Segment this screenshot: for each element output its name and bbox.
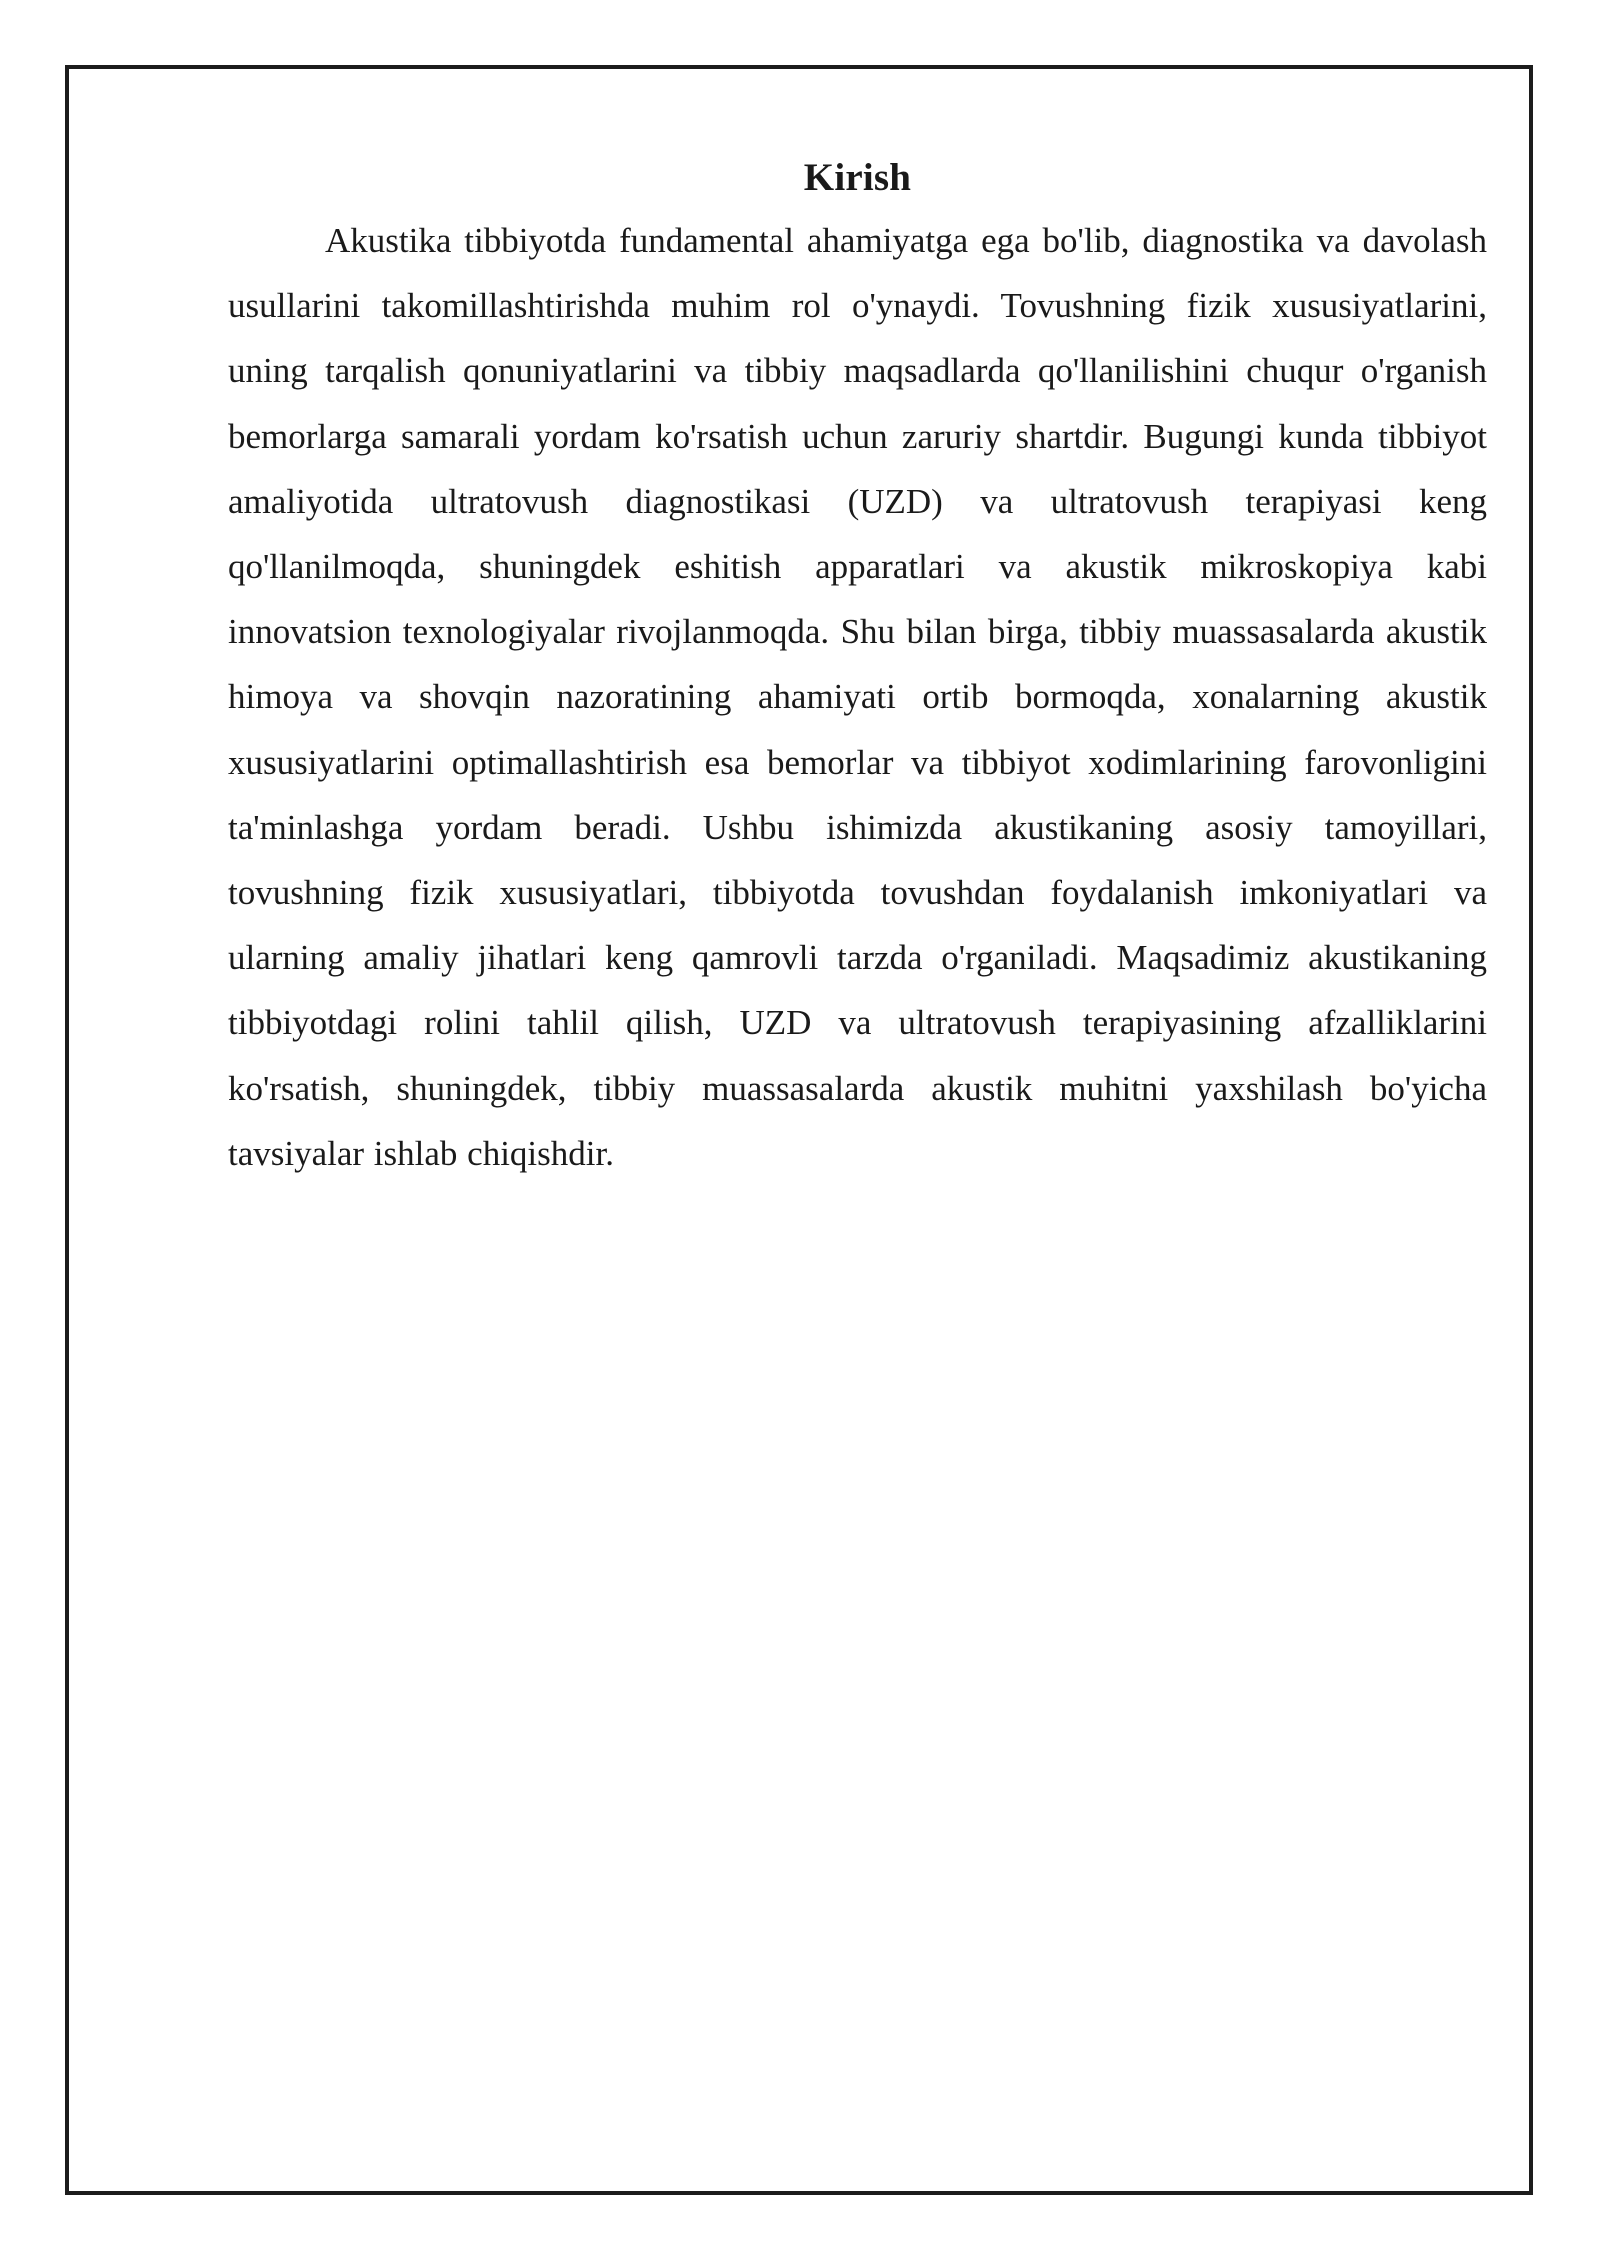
introduction-paragraph: Akustika tibbiyotda fundamental ahamiyatga ega bo'lib, diagnostika va davolash usullarini takomillashtirishda muhim rol o'ynaydi. Tovushning fizik xususiyatlarini, uning tarqalish qonuniyatlarini va tibbiy maqsadlarda qo'llanilishini chuqur o'rganish bemorlarga samarali yordam ko'rsatish uchun zaruriy shartdir. Bugungi kunda tibbiyot amaliyotida ultratovush diagnostikasi (UZD) va ultratovush terapiyasi keng qo'llanilmoqda, shuningdek eshitish apparatlari va akustik mikroskopiya kabi innovatsion texnologiyalar rivojlanmoqda. Shu bilan birga, tibbiy muassasalarda akustik himoya va shovqin nazoratining ahamiyati ortib bormoqda, xonalarning akustik xususiyatlarini optimallashtirish esa bemorlar va tibbiyot xodimlarining farovonligini ta'minlashga yordam beradi. Ushbu ishimizda akustikaning asosiy tamoyillari, tovushning fizik xususiyatlari, tibbiyotda tovushdan foydalanish imkoniyatlari va ularning amaliy jihatlari keng qamrovli tarzda o'rganiladi. Maqsadimiz akustikaning tibbiyotdagi rolini tahlil qilish, UZD va ultratovush terapiyasining afzalliklarini ko'rsatish, shuningdek, tibbiy muassasalarda akustik muhitni yaxshilash bo'yicha tavsiyalar ishlab chiqishdir.	[228, 221, 1487, 1173]
document-body	[228, 148, 1487, 1186]
document-title: Kirish	[803, 156, 912, 199]
